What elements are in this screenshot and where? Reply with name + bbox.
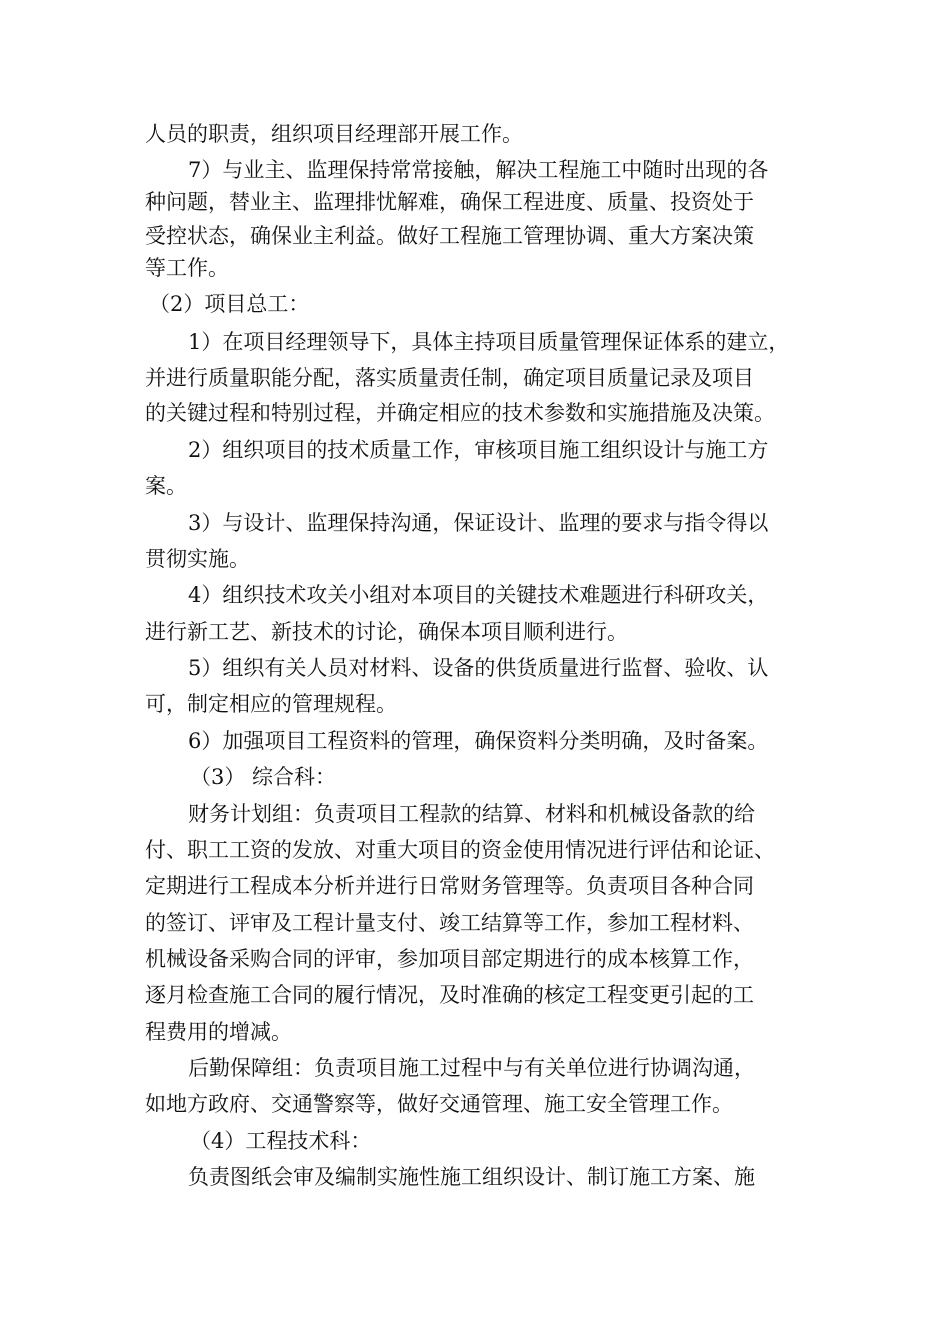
text-line: 可，制定相应的管理规程。 xyxy=(145,692,397,716)
text-line: 6）加强项目工程资料的管理，确保资料分类明确，及时备案。 xyxy=(188,729,769,753)
text-line: 受控状态，确保业主利益。做好工程施工管理协调、重大方案决策 xyxy=(145,224,754,248)
text-line: 付、职工工资的发放、对重大项目的资金使用情况进行评估和论证、 xyxy=(145,838,775,862)
section-heading: （4）工程技术科： xyxy=(190,1129,372,1153)
text-line: 案。 xyxy=(145,474,187,498)
text-line: 并进行质量职能分配，落实质量责任制，确定项目质量记录及项目 xyxy=(145,366,754,390)
text-line: 7）与业主、监理保持常常接触，解决工程施工中随时出现的各 xyxy=(188,158,769,182)
text-line: 贯彻实施。 xyxy=(145,547,250,571)
text-line: 1）在项目经理领导下，具体主持项目质量管理保证体系的建立， xyxy=(188,330,790,354)
text-line: 4）组织技术攻关小组对本项目的关键技术难题进行科研攻关， xyxy=(188,583,769,607)
text-line: 如地方政府、交通警察等，做好交通管理、施工安全管理工作。 xyxy=(145,1092,733,1116)
section-heading: （3） 综合科： xyxy=(190,765,337,789)
text-line: 的签订、评审及工程计量支付、竣工结算等工作，参加工程材料、 xyxy=(145,911,754,935)
text-line: 的关键过程和特别过程，并确定相应的技术参数和实施措施及决策。 xyxy=(145,401,775,425)
text-line: 5）组织有关人员对材料、设备的供货质量进行监督、验收、认 xyxy=(188,656,769,680)
text-line: 2）组织项目的技术质量工作，审核项目施工组织设计与施工方 xyxy=(188,438,769,462)
section-heading: （2）项目总工： xyxy=(149,292,310,316)
text-line: 3）与设计、监理保持沟通，保证设计、监理的要求与指令得以 xyxy=(188,511,769,535)
text-line: 种问题，替业主、监理排忧解难，确保工程进度、质量、投资处于 xyxy=(145,190,754,214)
text-line: 逐月检查施工合同的履行情况，及时准确的核定工程变更引起的工 xyxy=(145,983,754,1007)
text-line: 财务计划组：负责项目工程款的结算、材料和机械设备款的给 xyxy=(188,802,755,826)
text-line: 人员的职责，组织项目经理部开展工作。 xyxy=(145,122,523,146)
text-line: 进行新工艺、新技术的讨论，确保本项目顺利进行。 xyxy=(145,620,628,644)
text-line: 定期进行工程成本分析并进行日常财务管理等。负责项目各种合同 xyxy=(145,874,754,898)
text-line: 机械设备采购合同的评审，参加项目部定期进行的成本核算工作， xyxy=(145,947,754,971)
text-line: 负责图纸会审及编制实施性施工组织设计、制订施工方案、施 xyxy=(188,1165,755,1189)
text-line: 后勤保障组：负责项目施工过程中与有关单位进行协调沟通， xyxy=(188,1056,755,1080)
text-line: 等工作。 xyxy=(145,256,229,280)
text-line: 程费用的增减。 xyxy=(145,1020,292,1044)
